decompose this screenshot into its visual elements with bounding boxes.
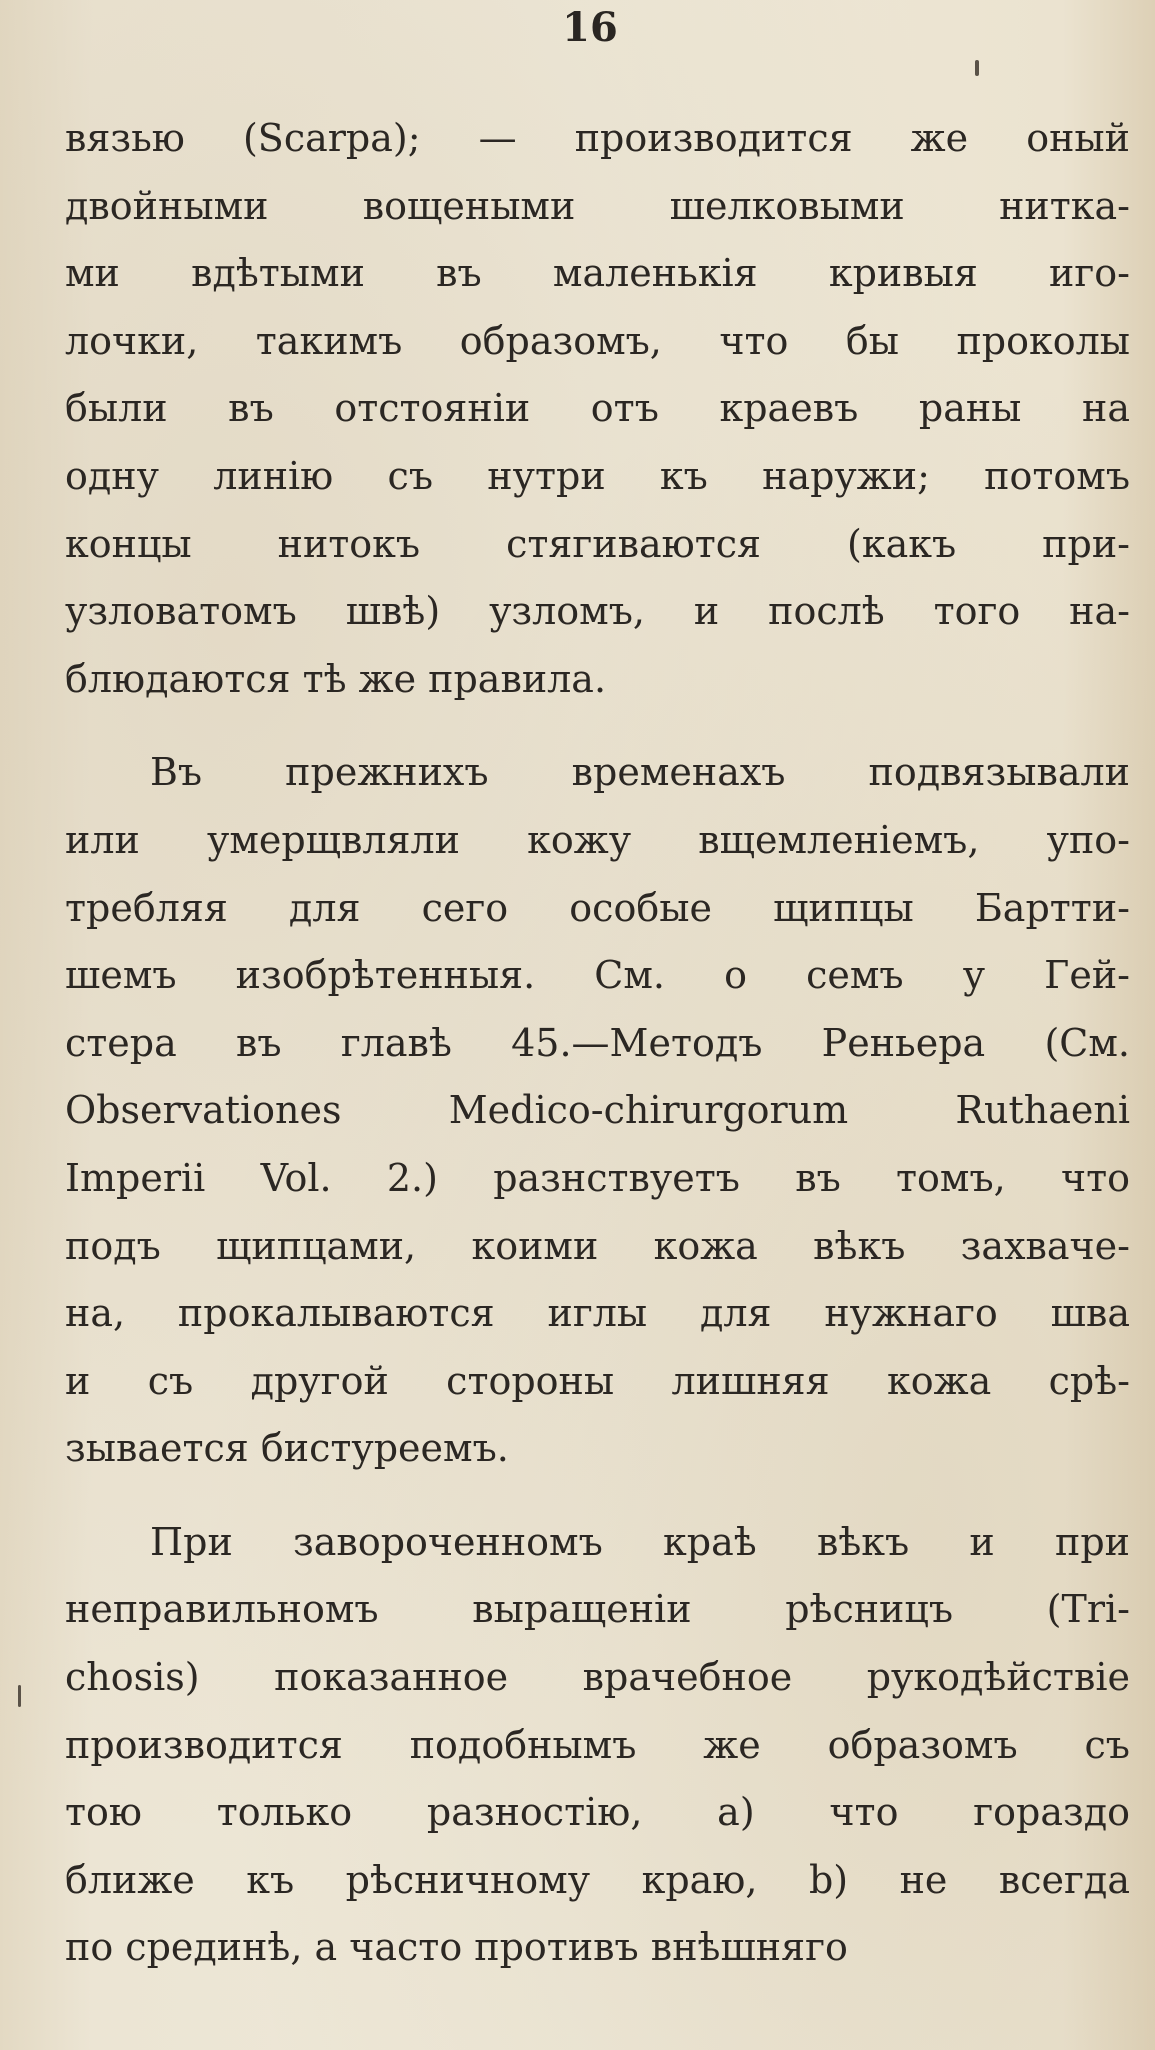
ink-speck xyxy=(975,60,979,76)
text-line: шемъ изобрѣтенныя. См. о семъ у Гей- xyxy=(65,953,1130,998)
text-line: стера въ главѣ 45.—Методъ Реньера (См. xyxy=(65,1020,1130,1065)
text-line: узловатомъ швѣ) узломъ, и послѣ того на- xyxy=(65,589,1130,634)
text-line: одну линію съ нутри къ наружи; потомъ xyxy=(65,453,1130,498)
text-line: лочки, такимъ образомъ, что бы проколы xyxy=(65,318,1130,363)
text-line: двойными вощеными шелковыми нитка- xyxy=(65,183,1130,228)
ink-speck xyxy=(18,1685,21,1707)
text-line: производится подобнымъ же образомъ съ xyxy=(65,1722,1130,1767)
text-line: chosis) показанное врачебное рукодѣйствіе xyxy=(65,1655,1130,1700)
text-line: или умерщвляли кожу вщемленіемъ, упо- xyxy=(65,817,1130,862)
text-line: Observationes Medico-chirurgorum Ruthaeni xyxy=(65,1088,1130,1133)
text-line: вязью (Scarpa); — производится же оный xyxy=(65,116,1130,160)
page-number: 16 xyxy=(562,4,618,51)
text-line: по срединѣ, а часто противъ внѣшняго xyxy=(65,1925,848,1970)
text-line: тою только разностію, а) что гораздо xyxy=(65,1790,1130,1835)
text-line: ми вдѣтыми въ маленькія кривыя иго- xyxy=(65,251,1130,296)
text-line: зывается бистуреемъ. xyxy=(65,1426,509,1471)
body-text xyxy=(65,105,1130,1982)
text-line: были въ отстояніи отъ краевъ раны на xyxy=(65,386,1130,431)
text-line: концы нитокъ стягиваются (какъ при- xyxy=(65,521,1130,566)
text-line: Въ прежнихъ временахъ подвязывали xyxy=(150,750,1130,795)
text-line: и съ другой стороны лишняя кожа срѣ- xyxy=(65,1358,1130,1403)
text-line: неправильномъ выращеніи рѣсницъ (Tri- xyxy=(65,1587,1130,1632)
text-line: требляя для сего особые щипцы Бартти- xyxy=(65,885,1130,930)
text-line: Imperii Vol. 2.) разнствуетъ въ томъ, что xyxy=(65,1155,1130,1200)
text-line: на, прокалываются иглы для нужнаго шва xyxy=(65,1291,1130,1336)
paragraph-gap xyxy=(65,713,1130,739)
text-line: подъ щипцами, коими кожа вѣкъ захваче- xyxy=(65,1223,1130,1268)
paragraph xyxy=(65,105,1130,713)
text-line: При завороченномъ краѣ вѣкъ и при xyxy=(150,1519,1130,1564)
paragraph xyxy=(65,1509,1130,1982)
text-line: блюдаются тѣ же правила. xyxy=(65,656,607,701)
text-line: ближе къ рѣсничному краю, b) не всегда xyxy=(65,1857,1130,1902)
paragraph xyxy=(65,739,1130,1483)
paragraph-gap xyxy=(65,1483,1130,1509)
